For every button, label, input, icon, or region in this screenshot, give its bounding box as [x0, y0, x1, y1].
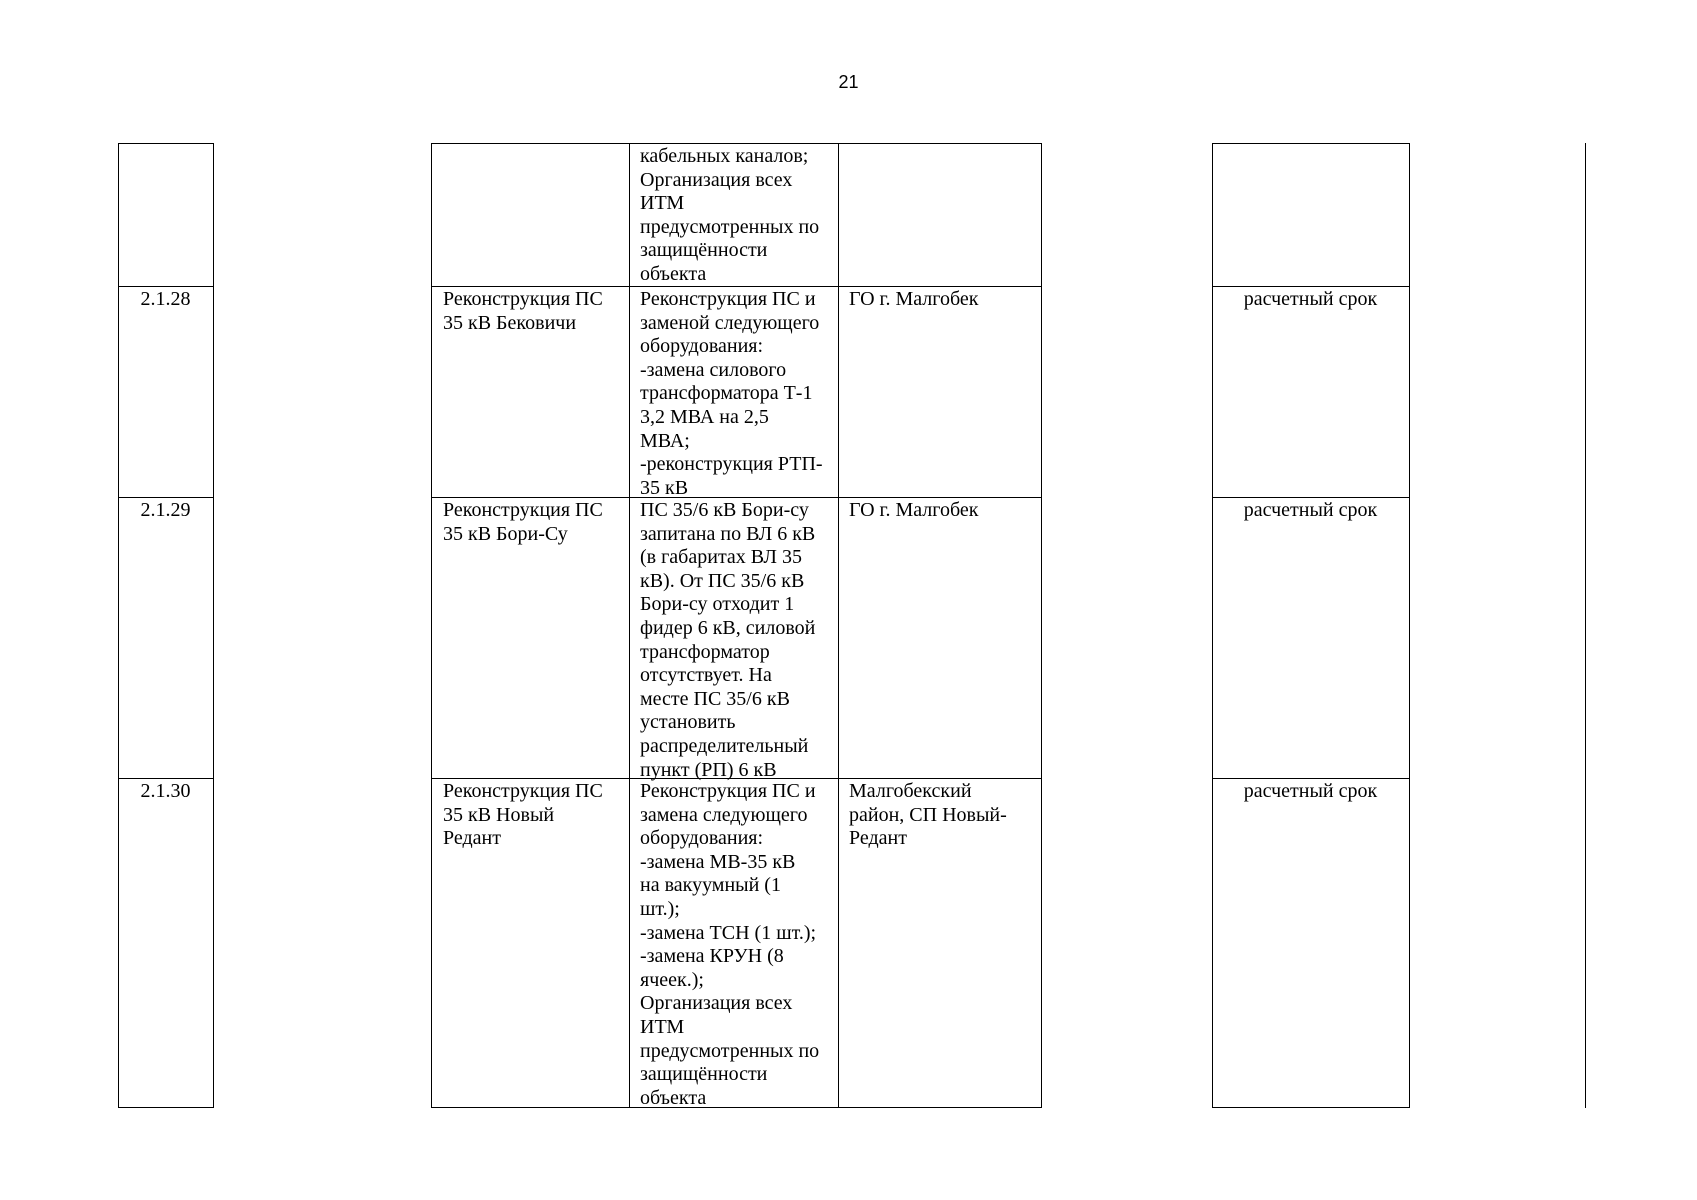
page-number: 21 — [838, 72, 859, 92]
row-separator — [118, 286, 213, 287]
table-border-name-left — [431, 143, 432, 1108]
table-border-num-right — [213, 143, 214, 1108]
description-cell: Реконструкция ПС и замена следующего оборудования: -замена МВ-35 кВ на вакуумный (1 шт.); -замена ТСН (1 шт.); -замена КРУН (8 ячеек.); Организация всех ИТМ предусмотренных по защищённости объекта — [640, 780, 820, 1109]
table-border-far-right — [1585, 143, 1586, 1108]
row-number-cell: 2.1.28 — [140, 288, 191, 310]
description-cell: Реконструкция ПС и заменой следующего оборудования: -замена силового трансформатора Т-1 3,2 МВА на 2,5 МВА; -реконструкция РТП- 35 кВ — [640, 288, 823, 499]
continuation-description-cell: кабельных каналов; Организация всех ИТМ предусмотренных по защищённости объекта — [640, 145, 820, 285]
term-cell: расчетный срок — [1243, 288, 1378, 310]
row-separator — [118, 497, 213, 498]
object-name-cell: Реконструкция ПС 35 кВ Бори-Су — [443, 499, 603, 545]
description-cell: ПС 35/6 кВ Бори-су запитана по ВЛ 6 кВ (в габаритах ВЛ 35 кВ). От ПС 35/6 кВ Бори-су отходит 1 фидер 6 кВ, силовой трансформатор отсутствует. На месте ПС 35/6 кВ установить распределительный пункт (РП) 6 кВ — [640, 499, 816, 781]
term-cell: расчетный срок — [1243, 780, 1378, 802]
row-number-cell: 2.1.30 — [140, 780, 191, 802]
location-cell: ГО г. Малгобек — [849, 288, 979, 310]
row-separator — [118, 778, 213, 779]
table-border-top — [431, 143, 1041, 144]
table-border-top — [118, 143, 213, 144]
table-border-top — [1212, 143, 1409, 144]
location-cell: ГО г. Малгобек — [849, 499, 979, 521]
table-border-loc-right — [1041, 143, 1042, 1108]
location-cell: Малгобекский район, СП Новый- Редант — [849, 780, 1007, 850]
row-separator — [1212, 778, 1409, 779]
object-name-cell: Реконструкция ПС 35 кВ Бековичи — [443, 288, 603, 334]
table-border-term-right — [1409, 143, 1410, 1108]
row-number-cell: 2.1.29 — [140, 499, 191, 521]
table-border-bottom — [118, 1107, 213, 1108]
row-separator — [1212, 497, 1409, 498]
object-name-cell: Реконструкция ПС 35 кВ Новый Редант — [443, 780, 603, 850]
table-border-desc-right — [838, 143, 839, 1108]
row-separator — [1212, 286, 1409, 287]
table-border-bottom — [1212, 1107, 1409, 1108]
table-border-name-right — [629, 143, 630, 1108]
term-cell: расчетный срок — [1243, 499, 1378, 521]
